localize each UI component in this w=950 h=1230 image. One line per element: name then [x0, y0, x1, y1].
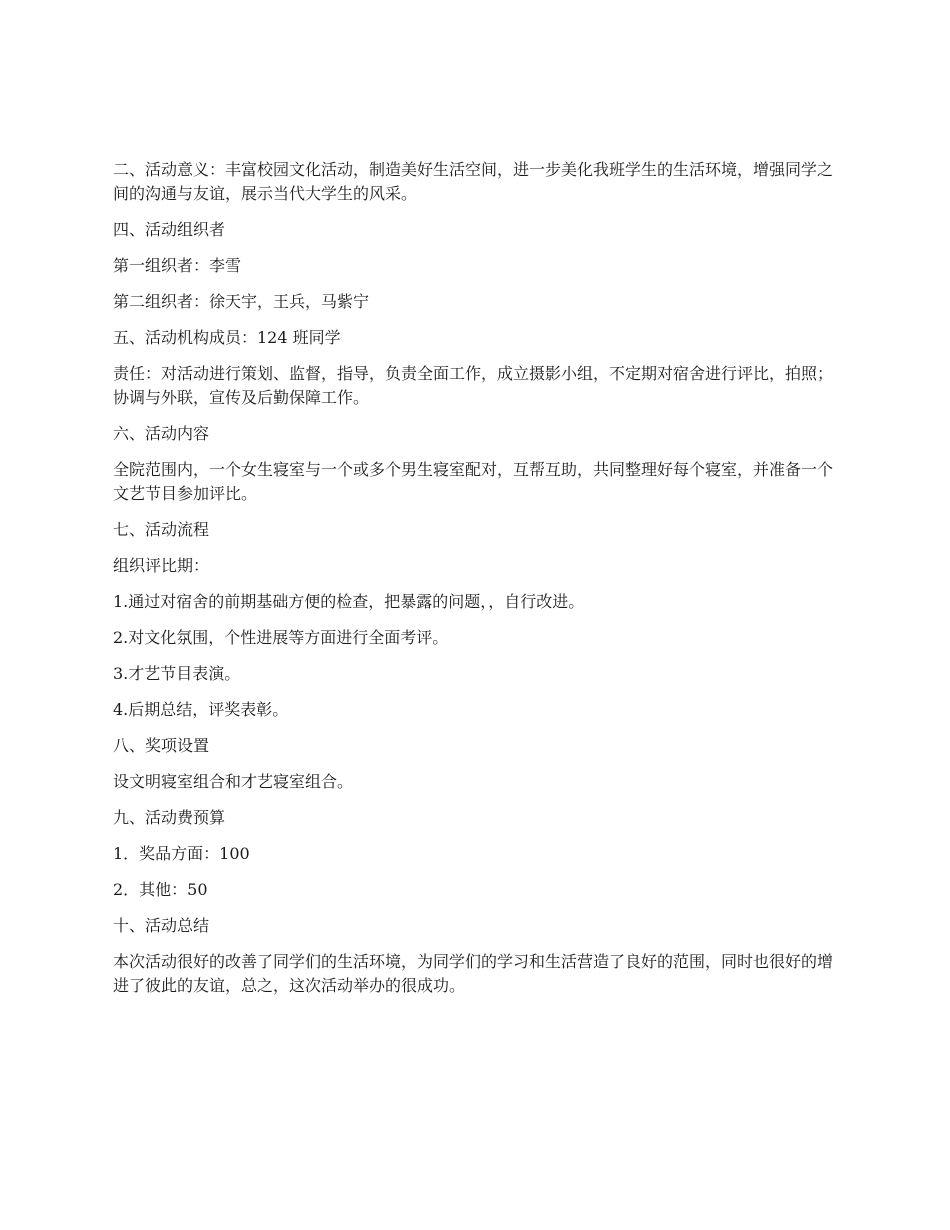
list-item-process-2: 2.对文化氛围，个性进展等方面进行全面考评。: [113, 628, 449, 647]
heading-members: 五、活动机构成员：124 班同学: [113, 328, 341, 347]
heading-activity-content: 六、活动内容: [113, 424, 210, 443]
list-item-process-1: 1.通过对宿舍的前期基础方便的检查，把暴露的问题，，自行改进。: [113, 592, 585, 611]
paragraph-activity-content: 全院范围内，一个女生寝室与一个或多个男生寝室配对，互帮互助，共同整理好每个寝室，并准备一个文艺节目参加评比。: [113, 460, 834, 503]
paragraph-summary: 本次活动很好的改善了同学们的生活环境，为同学们的学习和生活营造了良好的范围，同时也很好的增进了彼此的友谊，总之，这次活动举办的很成功。: [113, 952, 834, 995]
paragraph-activity-significance: 二、活动意义：丰富校园文化活动，制造美好生活空间，进一步美化我班学生的生活环境，增强同学之间的沟通与友谊，展示当代大学生的风采。: [113, 160, 834, 203]
heading-budget: 九、活动费预算: [113, 808, 226, 827]
heading-activity-process: 七、活动流程: [113, 520, 210, 539]
paragraph-first-organizer: 第一组织者：李雪: [113, 256, 242, 275]
paragraph-evaluation-period: 组织评比期：: [113, 556, 210, 575]
paragraph-responsibilities: 责任：对活动进行策划、监督，指导，负责全面工作，成立摄影小组，不定期对宿舍进行评比，拍照；协调与外联，宣传及后勤保障工作。: [113, 364, 834, 407]
list-item-budget-prizes: 1．奖品方面：100: [113, 844, 250, 863]
list-item-process-4: 4.后期总结，评奖表彰。: [113, 700, 289, 719]
heading-awards: 八、奖项设置: [113, 736, 210, 755]
heading-organizers: 四、活动组织者: [113, 220, 226, 239]
paragraph-awards: 设文明寝室组合和才艺寝室组合。: [113, 772, 354, 791]
list-item-budget-other: 2．其他：50: [113, 880, 208, 899]
document-body: [113, 158, 841, 1010]
list-item-process-3: 3.才艺节目表演。: [113, 664, 241, 683]
heading-summary: 十、活动总结: [113, 916, 210, 935]
paragraph-second-organizers: 第二组织者：徐天宇，王兵，马紫宁: [113, 292, 370, 311]
